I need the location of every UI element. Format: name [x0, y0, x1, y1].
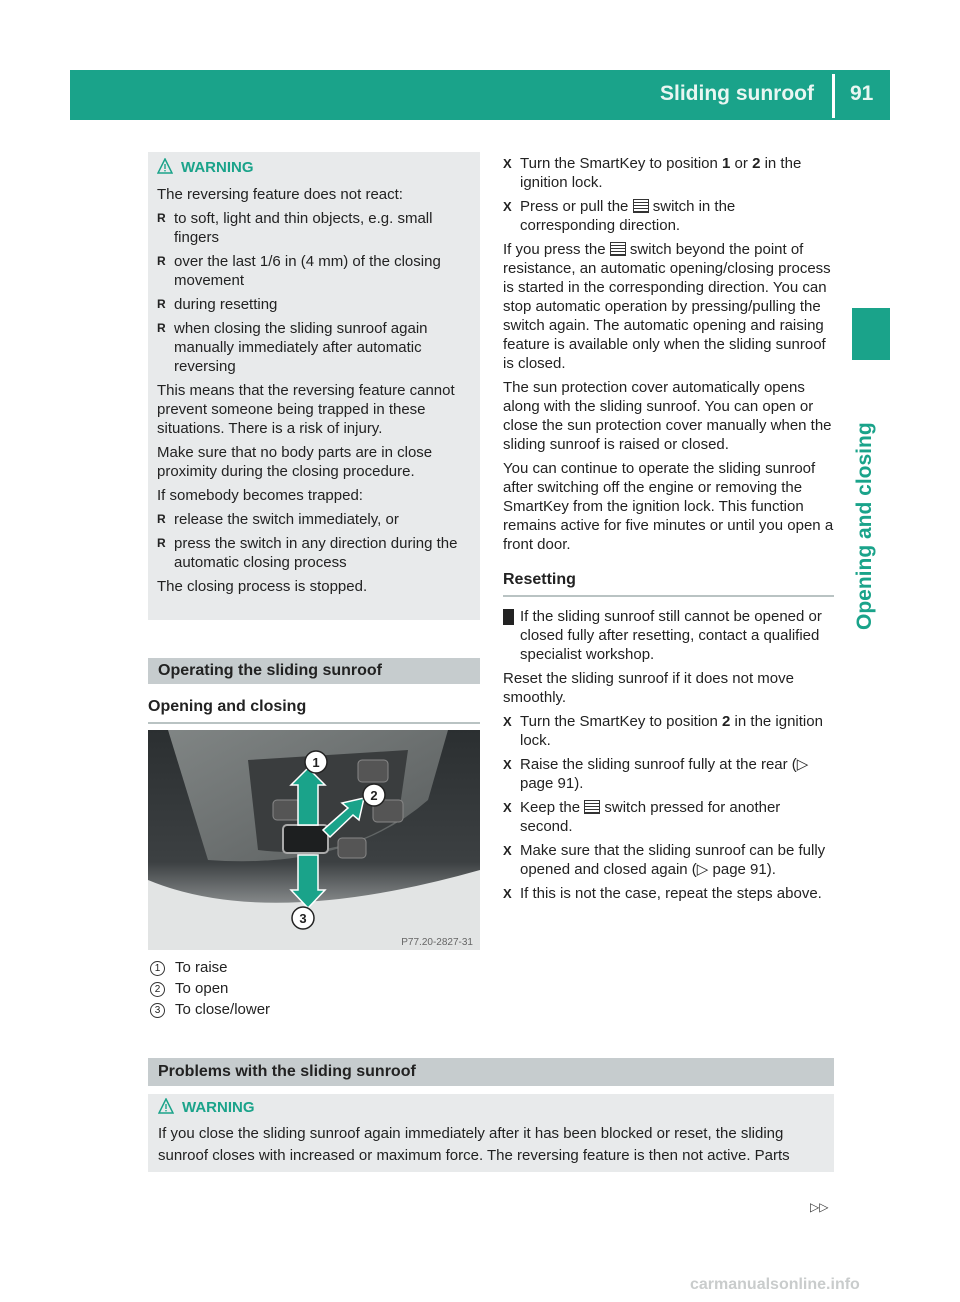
paragraph: If you press the switch beyond the point of resistance, an automatic opening/closing process is started in the corresponding direction. You can stop automatic operation by pressing/pulling the switch again. The automatic opening and raising feature is available only when the sliding sunroof is closed. [503, 241, 831, 372]
legend-item [150, 999, 480, 1020]
legend-number: 2 [150, 982, 165, 997]
warning-bullet: R over the last 1/6 in (4 mm) of the closing movement [157, 252, 472, 290]
warning-paragraph: The closing process is stopped. [157, 578, 368, 595]
marker-3: 3 [299, 911, 307, 926]
page-number: 91 [850, 82, 874, 105]
instruction-step: X If this is not the case, repeat the steps above. [503, 884, 834, 903]
side-tab-label: Opening and closing [853, 422, 876, 630]
instruction-step: X Make sure that the sliding sunroof can be fully opened and closed again (▷ page 91). [503, 841, 834, 879]
instruction-step: X Keep the switch pressed for another second. [503, 798, 834, 836]
exclamation-icon: ! [503, 609, 514, 625]
instruction-step: X Press or pull the switch in the corresponding direction. [503, 197, 834, 235]
section-heading-problems: Problems with the sliding sunroof [148, 1058, 834, 1086]
warning-intro: The reversing feature does not react: [157, 186, 403, 203]
sunroof-switch-icon [584, 800, 600, 814]
image-legend [150, 957, 480, 1020]
warning-heading [158, 1098, 826, 1117]
section-heading-operating: Operating the sliding sunroof [148, 658, 480, 684]
warning-title: WARNING [181, 159, 254, 176]
warning-bullet: R press the switch in any direction during the automatic closing process [157, 534, 472, 572]
warning-box [148, 152, 480, 620]
warning-triangle-icon [157, 158, 173, 174]
sunroof-switch-illustration [148, 730, 480, 950]
subheading-opening-closing: Opening and closing [148, 697, 480, 724]
warning-heading [157, 158, 472, 177]
header-title: Sliding sunroof [660, 82, 814, 105]
subheading-resetting: Resetting [503, 570, 834, 597]
warning-paragraph: If somebody becomes trapped: [157, 487, 363, 504]
sunroof-switch-photo [148, 730, 480, 950]
marker-1: 1 [312, 755, 320, 770]
sunroof-switch-icon [610, 242, 626, 256]
watermark: carmanualsonline.info [690, 1276, 860, 1293]
warning-box-bottom [148, 1094, 834, 1172]
warning-triangle-icon [158, 1098, 174, 1114]
right-column [497, 154, 834, 903]
warning-title: WARNING [182, 1099, 255, 1116]
instruction-step: X Raise the sliding sunroof fully at the rear (▷ page 91). [503, 755, 834, 793]
legend-text: To close/lower [175, 1001, 271, 1018]
warning-bullet: R during resetting [157, 295, 472, 314]
paragraph: The sun protection cover automatically opens along with the sliding sunroof. You can open or close the sun protection cover manually when the sliding sunroof is raised or closed. [503, 379, 832, 453]
instruction-step: X Turn the SmartKey to position 1 or 2 in the ignition lock. [503, 154, 834, 192]
warning-paragraph: This means that the reversing feature cannot prevent someone being trapped in these situations. There is a risk of injury. [157, 382, 455, 437]
legend-text: To open [175, 980, 229, 997]
warning-paragraph: Make sure that no body parts are in close proximity during the closing procedure. [157, 444, 433, 480]
notice: ! If the sliding sunroof still cannot be opened or closed fully after resetting, contact a qualified specialist workshop. [497, 608, 822, 663]
legend-number: 1 [150, 961, 165, 976]
header-separator [832, 74, 835, 118]
warning-bullet: R when closing the sliding sunroof again manually immediately after automatic reversing [157, 319, 472, 376]
paragraph: Reset the sliding sunroof if it does not move smoothly. [503, 670, 794, 706]
image-code: P77.20-2827-31 [401, 937, 473, 948]
warning-bullet: R release the switch immediately, or [157, 510, 472, 529]
continue-marker: ▷▷ [810, 1200, 829, 1214]
warning-bullet: R to soft, light and thin objects, e.g. small fingers [157, 209, 472, 247]
warning-text: If you close the sliding sunroof again immediately after it has been blocked or reset, the sliding sunroof closes with increased or maximum force. The reversing feature is then not active. Parts [158, 1125, 790, 1164]
paragraph: You can continue to operate the sliding sunroof after switching off the engine or removing the SmartKey from the ignition lock. This function remains active for five minutes or until you open a front door. [503, 460, 834, 553]
side-tab-marker [852, 308, 890, 360]
marker-2: 2 [370, 788, 378, 803]
legend-text: To raise [175, 959, 228, 976]
legend-item [150, 957, 480, 978]
sunroof-switch-icon [633, 199, 649, 213]
instruction-step: X Turn the SmartKey to position 2 in the ignition lock. [503, 712, 834, 750]
legend-item [150, 978, 480, 999]
legend-number: 3 [150, 1003, 165, 1018]
